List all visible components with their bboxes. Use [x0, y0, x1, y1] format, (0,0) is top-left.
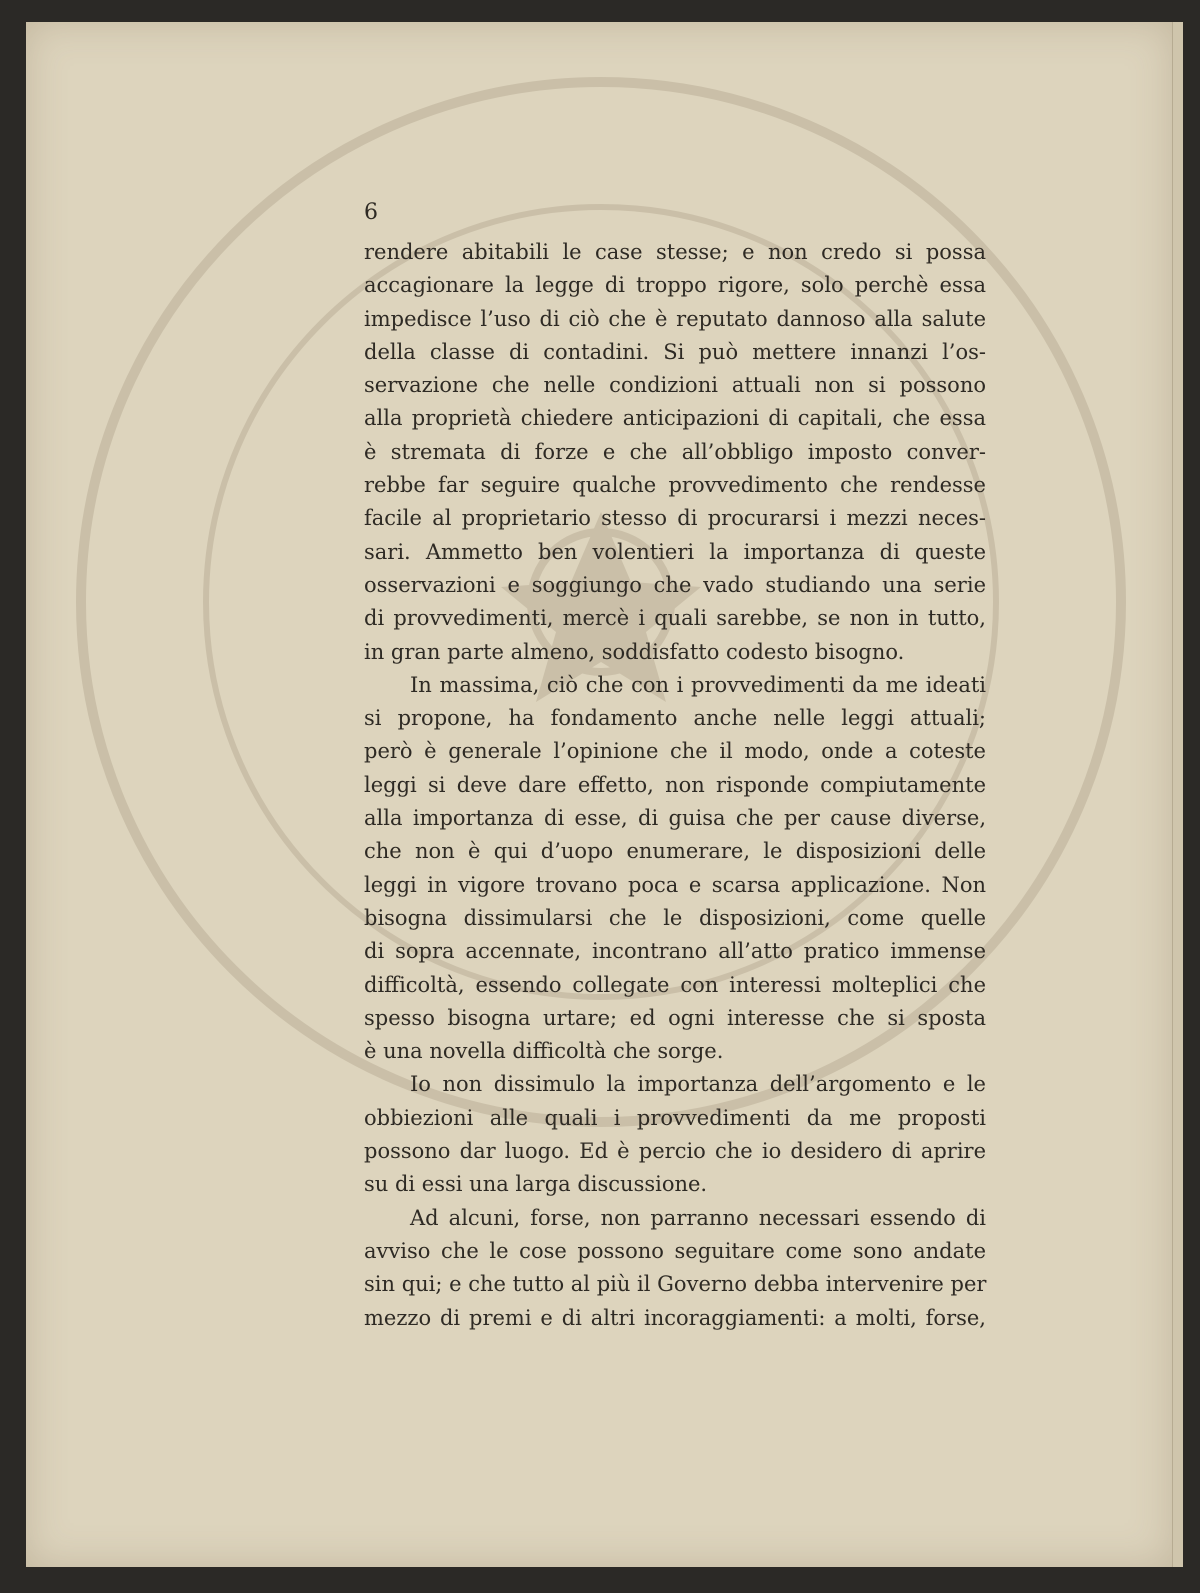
- text-line: alla proprietà chiedere anticipazioni di capitali, che essa: [364, 406, 986, 431]
- text-line: che non è qui d’uopo enumerare, le disposizioni delle: [364, 839, 986, 864]
- text-line: impedisce l’uso di ciò che è reputato dannoso alla salute: [364, 306, 986, 331]
- text-line: rendere abitabili le case stesse; e non credo si possa: [364, 240, 986, 264]
- text-line: Ad alcuni, forse, non parranno necessari essendo di: [410, 1205, 986, 1230]
- text-line: di sopra accennate, incontrano all’atto pratico immense: [364, 939, 986, 964]
- body-text: [364, 236, 986, 1335]
- text-line: osservazioni e soggiungo che vado studiando una serie: [364, 572, 986, 597]
- text-line: spesso bisogna urtare; ed ogni interesse che si sposta: [364, 1005, 986, 1030]
- text-line: facile al proprietario stesso di procurarsi i mezzi neces-: [364, 506, 986, 531]
- text-line: alla importanza di esse, di guisa che per cause diverse,: [364, 806, 986, 831]
- text-line: leggi si deve dare effetto, non risponde compiutamente: [364, 772, 986, 797]
- text-line: Io non dissimulo la importanza dell’argomento e le: [410, 1072, 986, 1097]
- text-line: servazione che nelle condizioni attuali non si possono: [364, 373, 986, 398]
- text-line: mezzo di premi e di altri incoraggiamenti: a molti, forse,: [364, 1305, 986, 1330]
- text-line: di provvedimenti, mercè i quali sarebbe, se non in tutto,: [364, 606, 986, 631]
- text-line: accagionare la legge di troppo rigore, solo perchè essa: [364, 273, 986, 298]
- page-number: 6: [364, 200, 378, 225]
- text-line: leggi in vigore trovano poca e scarsa applicazione. Non: [364, 872, 986, 897]
- document-page: [26, 22, 1172, 1567]
- text-line: possono dar luogo. Ed è percio che io desidero di aprire: [364, 1139, 986, 1164]
- text-line: avviso che le cose possono seguitare come sono andate: [364, 1238, 986, 1263]
- text-line: della classe di contadini. Si può mettere innanzi l’os-: [364, 339, 986, 364]
- text-line: su di essi una larga discussione.: [364, 1172, 708, 1197]
- text-line: obbiezioni alle quali i provvedimenti da me proposti: [364, 1105, 986, 1130]
- text-line: è stremata di forze e che all’obbligo imposto conver-: [364, 439, 986, 464]
- text-line: sin qui; e che tutto al più il Governo debba intervenire per: [364, 1272, 987, 1297]
- text-line: In massima, ciò che con i provvedimenti da me ideati: [410, 672, 986, 697]
- text-line: però è generale l’opinione che il modo, onde a coteste: [364, 739, 986, 764]
- text-line: si propone, ha fondamento anche nelle leggi attuali;: [364, 706, 986, 731]
- text-line: sari. Ammetto ben volentieri la importanza di queste: [364, 539, 986, 564]
- text-line: in gran parte almeno, soddisfatto codesto bisogno.: [364, 639, 905, 664]
- next-page-edge: [1172, 22, 1183, 1567]
- text-line: difficoltà, essendo collegate con interessi molteplici che: [364, 972, 986, 997]
- text-line: rebbe far seguire qualche provvedimento che rendesse: [364, 473, 986, 498]
- text-line: bisogna dissimularsi che le disposizioni, come quelle: [364, 905, 986, 930]
- text-line: è una novella difficoltà che sorge.: [364, 1039, 724, 1064]
